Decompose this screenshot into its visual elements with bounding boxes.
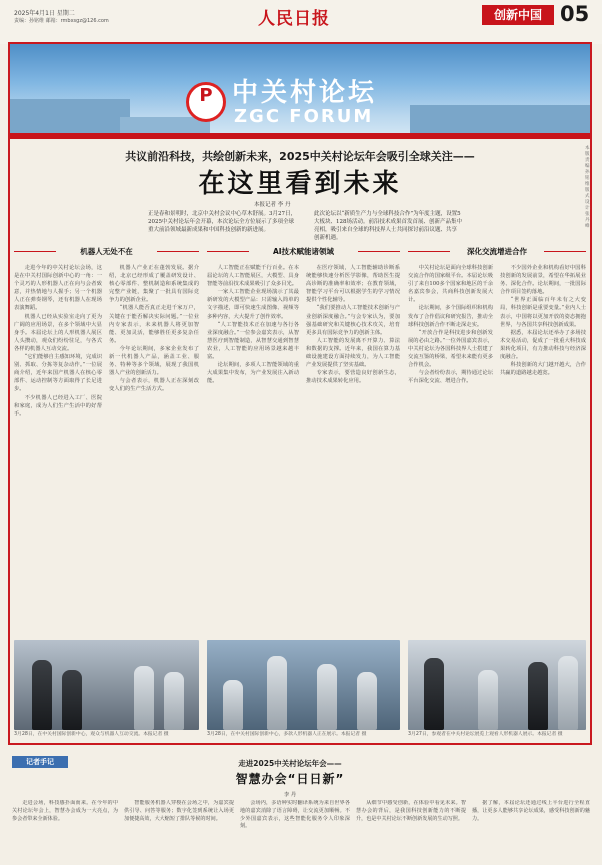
forum-emblem-icon: P	[186, 82, 226, 122]
article-column	[14, 264, 102, 636]
reporter-notes-label: 记者手记	[12, 756, 68, 768]
notes-column	[12, 800, 118, 862]
section-label: 创新中国	[482, 5, 554, 25]
article-column	[207, 264, 299, 636]
notes-column	[240, 800, 350, 862]
notes-author: 李 丹	[283, 792, 297, 798]
paragraph: 今年论坛期间，多家企业发布了新一代机器人产品，涵盖工业、服务、特种等多个领域，展现了我国机器人产业的创新活力。	[109, 345, 199, 377]
paragraph: 论坛期间，多个国际组织和机构发布了合作倡议和研究报告，推动全球科技创新合作不断走深走实。	[408, 305, 493, 328]
paragraph: 与会者纷纷表示，期待通过论坛平台深化交流、增进合作。	[408, 370, 493, 385]
paragraph: 从细节中感受创新，在体验中看见未来。智慧办会的背后，是我国科技创新能力的不断提升，也是中关村论坛不断创新发展的生动写照。	[356, 800, 466, 822]
article-column	[109, 264, 199, 636]
paragraph: 机器人产业正在蓬勃发展。据介绍，北京已经形成了覆盖研发设计、核心零部件、整机制造和系统集成的完整产业链，集聚了一批具有国际竞争力的创新企业。	[109, 265, 199, 304]
lead-paragraph: 正是春和景明时，北京中关村会议中心草木舒展。3月27日，2025中关村论坛年会开幕，本次论坛全方位展示了多项全球重大前沿领域最新成果和中国科技创新的新进展。	[148, 211, 296, 233]
masthead	[0, 0, 602, 44]
paragraph: 走进今年的中关村论坛会场，这是在中关村国际创新中心的一角：一个灵巧的人形机器人正在向与会者致意，并热情地与人握手；另一个机器人正在弹奏钢琴，还有机器人在现场表演舞蹈。	[14, 265, 102, 312]
paragraph: “世界正面临百年未有之大变局，科技创新是重要变量。”业内人士表示，中国将以更加开放的姿态拥抱世界，与各国共享科技创新成果。	[500, 297, 586, 328]
paper-logo: 人民日报	[258, 9, 330, 29]
paragraph: 机器人已经从实验室走向了更为广阔的应用场景，在多个领域中大显身手。本届论坛上的人形机器人展区人头攒动，观众们纷纷驻足，与各式各样的机器人互动交流。	[14, 313, 102, 352]
notes-title: 智慧办会“日日新”	[235, 772, 345, 786]
forum-name-zh: 中关村论坛	[232, 78, 378, 108]
article-column	[500, 264, 586, 636]
article-column	[408, 264, 493, 636]
paragraph: 人工智能的发展离不开算力、算法和数据的支撑。近年来，我国在算力基础设施建设方面持续发力，为人工智能产业发展提供了坚实基础。	[306, 337, 400, 369]
robot-interaction-photo	[14, 640, 199, 730]
lead-paragraph: 此次论坛以“新质生产力与全球科技合作”为年度主题，设置5大板块、128场活动。前沿技术成果首发首展、创新产品集中亮相，吸引来自全球的科技界人士共同探讨前沿议题、共享创新机遇。	[314, 211, 462, 241]
subhead-robots: 机器人无处不在	[14, 246, 199, 258]
paragraph: 会场内，多语种实时翻译系统为来自世界各地的嘉宾消除了语言障碍，让交流更加顺畅。不少外国嘉宾表示，这些智能化服务令人印象深刻。	[240, 800, 350, 830]
page-number: 05	[560, 2, 590, 26]
paragraph: 一家人工智能企业现场演示了其最新研发的大模型产品：只需输入简单的文字描述，即可快速生成图像、视频等多种内容，大大提升了创作效率。	[207, 289, 299, 320]
paragraph: 科技创新的大门越开越大，合作共赢的道路越走越宽。	[500, 362, 586, 377]
article-byline: 本报记者 李 丹	[254, 202, 291, 208]
photo-caption: 3月28日，在中关村国际创新中心，观众与机器人互动交流。本报记者 摄	[14, 732, 169, 737]
paragraph: 据了解，本届论坛还通过线上平台进行全程直播，让更多人能够共享论坛成果，感受科技创新的魅力。	[472, 800, 590, 822]
paragraph: 不少机器人已经进入工厂、医院和家庭，成为人们生产生活中的好帮手。	[14, 394, 102, 417]
notes-column	[124, 800, 234, 862]
side-credit-text: 本版责编：孙铭维 版式设计：张丹峰	[585, 146, 594, 229]
subhead-ai: AI技术赋能诸领域	[207, 246, 400, 258]
article-kicker: 共议前沿科技，共绘创新未来，2025中关村论坛年会吸引全球关注——	[125, 150, 475, 163]
paragraph: 智能服务机器人穿梭在会场之中，为嘉宾提供引导、问答等服务；数字化签到系统让入场更加便捷高效，大大缩短了排队等候的时间。	[124, 800, 234, 822]
paragraph: 据悉，本届论坛还举办了多场技术交易活动，促成了一批重大科技成果转化项目，有力推动科技与经济深度融合。	[500, 329, 586, 361]
paragraph: 人工智能正在赋能千行百业。在本届论坛的人工智能展区，大模型、具身智能等前沿技术成果吸引了众多目光。	[207, 265, 299, 288]
paragraph: “开放合作是科技进步和创新发展的必由之路。”一位外国嘉宾表示，中关村论坛为各国科技界人士搭建了交流互鉴的桥梁，希望未来能有更多合作机会。	[408, 329, 493, 369]
photo-caption: 3月28日，在中关村国际创新中心，多款人形机器人正在展示。本报记者 摄	[207, 732, 367, 737]
paragraph: “我们要推动人工智能技术创新与产业创新深度融合。”与会专家认为，要加强基础研究和关键核心技术攻关，培育更多具有国际竞争力的创新主体。	[306, 305, 400, 336]
subhead-cooperation: 深化交流增进合作	[408, 246, 586, 258]
notes-column	[356, 800, 466, 862]
paragraph: 专家表示，要营造良好创新生态，推动技术成果转化应用。	[306, 370, 400, 385]
side-credit	[567, 146, 595, 246]
notes-column	[472, 800, 590, 862]
notes-kicker: 走进2025中关村论坛年会——	[238, 759, 342, 768]
forum-banner-photo	[10, 44, 590, 139]
paragraph: 中关村论坛是面向全球科技创新交流合作的国家级平台。本届论坛吸引了来自100多个国家和地区的千余名嘉宾参会，共商科技创新发展大计。	[408, 265, 493, 304]
issue-date: 2025年4月1日 星期二	[14, 10, 75, 17]
paragraph: 在医疗领域，人工智能辅助诊断系统能够快速分析医学影像，帮助医生提高诊断的准确率和效率；在教育领域，智能学习平台可以根据学生的学习情况提供个性化辅导。	[306, 265, 400, 304]
robot-exhibition-photo	[408, 640, 586, 730]
photo-caption: 3月27日，参观者在中关村论坛展览上观看人形机器人展示。本报记者 摄	[408, 732, 563, 737]
paragraph: 与会者表示，机器人正在深刻改变人们的生产生活方式。	[109, 378, 199, 393]
forum-name-en: ZGC FORUM	[234, 106, 374, 127]
paragraph: 走进会场，科技感扑面而来。在今年的中关村论坛年会上，智慧办会成为一大亮点，为参会者带来全新体验。	[12, 800, 118, 822]
paragraph: “人工智能技术正在加速与各行各业深度融合。”一位参会嘉宾表示，从智慧医疗到智能制造，从智慧交通到智慧农业，人工智能的应用场景越来越丰富。	[207, 321, 299, 361]
paragraph: “机器人能否真正走进千家万户，关键在于能否解决实际问题。”一位业内专家表示，未来机器人将更加智能、更加灵活，能够胜任更多复杂任务。	[109, 305, 199, 344]
editor-info: 责编：孙铭维 邮箱：rmbxsgz@126.com	[14, 18, 109, 24]
article-headline: 在这里看到未来	[198, 169, 402, 199]
paragraph: “它们能够自主感知环境，完成识别、抓取、分拣等复杂动作。”一位展商介绍，近年来国产机器人在核心零部件、运动控制等方面取得了长足进步。	[14, 354, 102, 393]
robot-display-photo	[207, 640, 400, 730]
paragraph: 论坛期间，多项人工智能领域的重大成果集中发布，为产业发展注入新动能。	[207, 362, 299, 385]
article-column	[306, 264, 400, 636]
paragraph: 不少国外企业和机构看好中国科技创新的发展前景，希望在华拓展业务、深化合作。论坛期间，一批国际合作项目签约落地。	[500, 265, 586, 296]
